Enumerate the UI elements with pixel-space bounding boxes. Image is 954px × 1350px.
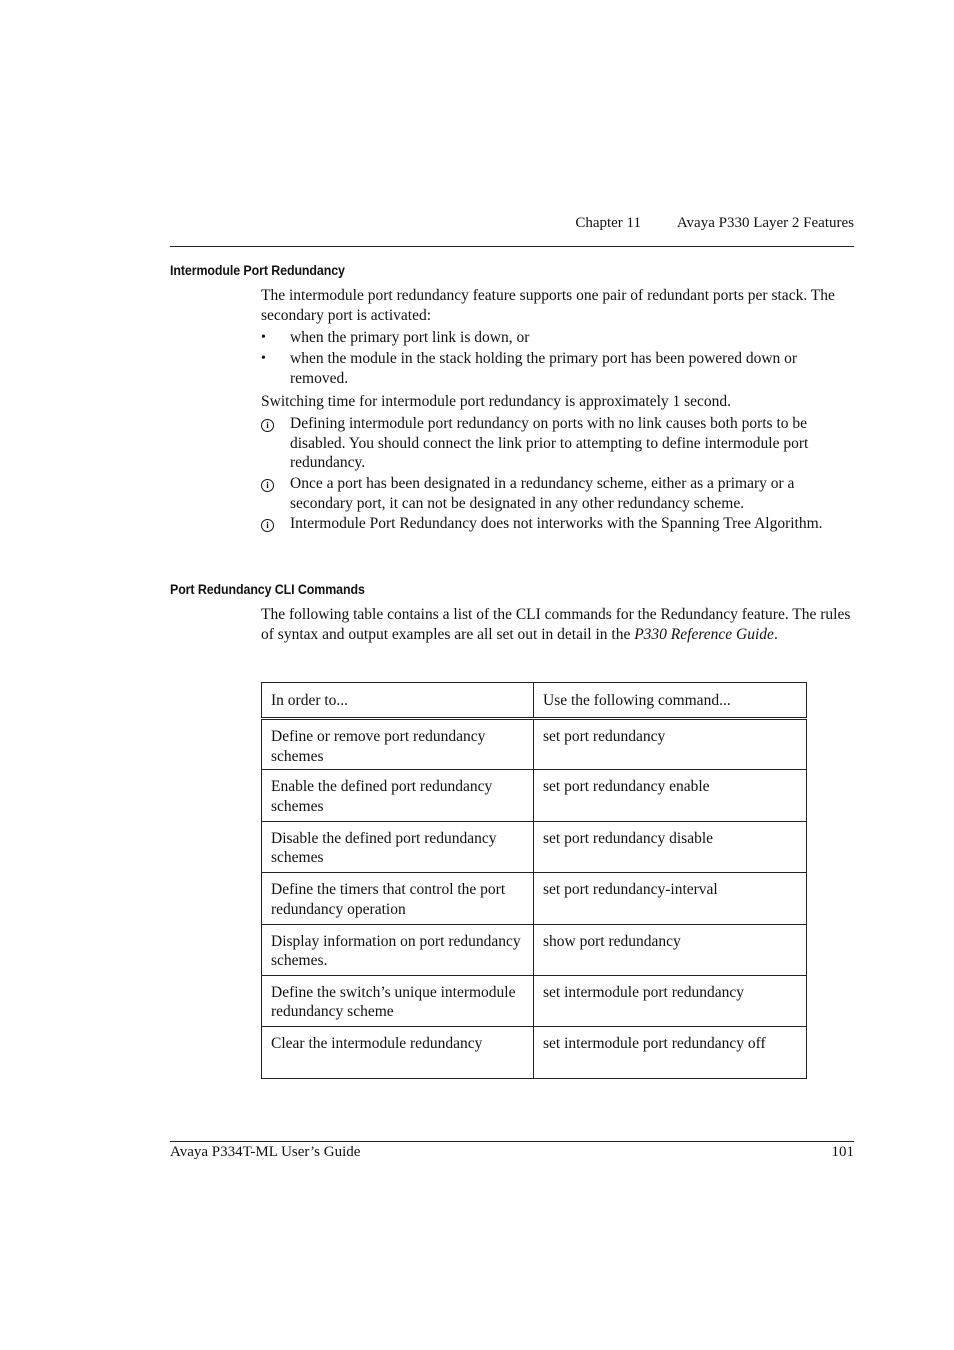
table-cell-purpose: Define the timers that control the port redundancy operation <box>262 873 534 924</box>
guide-title: Avaya P334T-ML User’s Guide <box>170 1144 361 1160</box>
table-cell-command: set intermodule port redundancy off <box>534 1027 807 1078</box>
intro-paragraph: The intermodule port redundancy feature supports one pair of redundant ports per stack. The secondary port is activated: <box>261 287 835 324</box>
switching-time-text: Switching time for intermodule port redundancy is approximately 1 second. <box>261 393 732 410</box>
table-cell-command: set port redundancy-interval <box>534 873 807 924</box>
table-cell-command: set intermodule port redundancy <box>534 975 807 1026</box>
table-cell-command: set port redundancy <box>534 719 807 770</box>
info-icon: i <box>261 474 281 494</box>
table-header-cell: Use the following command... <box>534 683 807 719</box>
table-row <box>262 924 807 975</box>
bullet-text: when the module in the stack holding the primary port has been powered down or removed. <box>290 350 798 387</box>
chapter-title: Avaya P330 Layer 2 Features <box>676 215 854 231</box>
page-number: 101 <box>831 1144 854 1160</box>
note-text: Defining intermodule port redundancy on ports with no link causes both ports to be disabled. You should connect the link prior to attempting to define intermodule port redundancy. <box>290 415 809 471</box>
table-row <box>262 975 807 1026</box>
cli-commands-table <box>261 682 807 1079</box>
page-header <box>170 215 854 237</box>
table-row <box>262 873 807 924</box>
table-cell-purpose: Define or remove port redundancy schemes <box>262 719 534 770</box>
table-row <box>262 1027 807 1078</box>
table-row <box>262 821 807 872</box>
cli-intro-text: The following table contains a list of the CLI commands for the Redundancy feature. The rules of syntax and output examples are all set out in detail in the <box>261 606 851 643</box>
table-cell-purpose: Define the switch’s unique intermodule redundancy scheme <box>262 975 534 1026</box>
note-text: Intermodule Port Redundancy does not interworks with the Spanning Tree Algorithm. <box>290 515 823 532</box>
table-cell-purpose: Disable the defined port redundancy schemes <box>262 821 534 872</box>
info-icon: i <box>261 514 281 534</box>
table-cell-purpose: Enable the defined port redundancy schemes <box>262 770 534 821</box>
section-heading-intermodule: Intermodule Port Redundancy <box>170 263 345 278</box>
table-cell-command: show port redundancy <box>534 924 807 975</box>
info-icon: i <box>261 414 281 434</box>
cli-intro-end: . <box>773 625 778 643</box>
page-footer <box>170 1144 854 1161</box>
section-heading-cli: Port Redundancy CLI Commands <box>170 582 365 597</box>
table-header-cell: In order to... <box>262 683 534 719</box>
bullet-marker: • <box>261 330 266 345</box>
bullet-text: when the primary port link is down, or <box>290 329 530 346</box>
table-header-row <box>262 683 807 719</box>
table-cell-command: set port redundancy disable <box>534 821 807 872</box>
chapter-label: Chapter 11 <box>575 215 641 231</box>
table-row <box>262 719 807 770</box>
table-cell-purpose: Clear the intermodule redundancy <box>262 1027 534 1078</box>
header-rule <box>170 246 854 247</box>
note-text: Once a port has been designated in a redundancy scheme, either as a primary or a secondary port, it can not be designated in any other redundancy scheme. <box>290 475 795 512</box>
table-cell-command: set port redundancy enable <box>534 770 807 821</box>
table-cell-purpose: Display information on port redundancy schemes. <box>262 924 534 975</box>
bullet-marker: • <box>261 351 266 366</box>
footer-rule <box>170 1141 854 1142</box>
table-row <box>262 770 807 821</box>
cli-intro-paragraph <box>261 605 854 644</box>
reference-guide-title: P330 Reference Guide <box>634 625 774 643</box>
